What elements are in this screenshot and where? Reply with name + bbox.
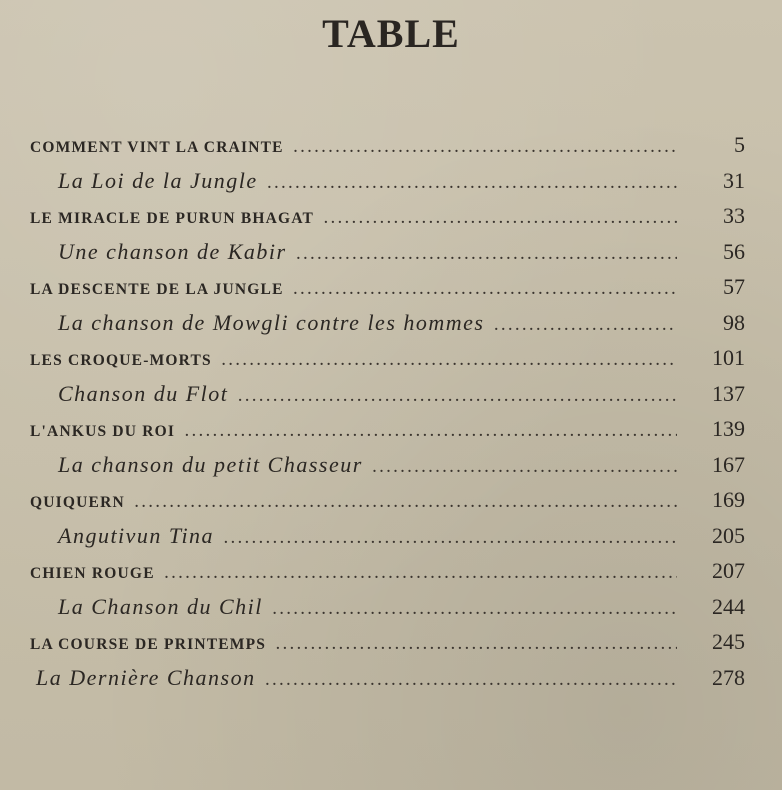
toc-entry-page: 244 — [712, 593, 745, 619]
toc-entry-label: La Loi de la Jungle — [58, 167, 258, 193]
toc-entry — [30, 132, 745, 168]
dot-leader — [294, 283, 677, 299]
toc-entry-page: 169 — [712, 487, 745, 512]
dot-leader — [165, 567, 677, 583]
toc-entry-label: La chanson du petit Chasseur — [58, 451, 363, 477]
dot-leader — [222, 354, 677, 370]
toc-entry-page: 101 — [712, 345, 745, 370]
toc-entry-label: QUIQUERN — [30, 494, 125, 511]
dot-leader — [268, 177, 677, 193]
toc-entry-label: Chanson du Flot — [58, 380, 229, 406]
toc-entry-label: L'ANKUS DU ROI — [30, 423, 176, 440]
toc-entry-page: 205 — [712, 522, 745, 548]
toc-entry-page: 57 — [723, 274, 745, 299]
toc-entry — [30, 558, 745, 594]
dot-leader — [185, 425, 677, 441]
toc-entry — [30, 487, 745, 523]
dot-leader — [373, 461, 677, 477]
toc-entry-page: 33 — [723, 203, 745, 228]
dot-leader — [297, 248, 677, 264]
toc-entry — [30, 168, 745, 204]
dot-leader — [276, 638, 677, 654]
dot-leader — [294, 141, 677, 157]
toc-entry — [30, 345, 745, 381]
toc-entry — [30, 594, 745, 630]
toc-entry-label: CHIEN ROUGE — [30, 565, 155, 582]
toc-entry — [30, 274, 745, 310]
toc-entry-page: 278 — [712, 664, 745, 690]
toc-entry-label: La Chanson du Chil — [58, 593, 263, 619]
toc-entry — [30, 416, 745, 452]
dot-leader — [266, 674, 677, 690]
toc-entry — [30, 523, 745, 559]
toc-entry-label: Une chanson de Kabir — [58, 238, 287, 264]
toc-entry — [30, 665, 745, 701]
dot-leader — [494, 319, 677, 335]
toc-entry-page: 5 — [734, 132, 745, 157]
toc-entry-label: LA COURSE DE PRINTEMPS — [30, 636, 267, 653]
dot-leader — [224, 532, 677, 548]
dot-leader — [324, 212, 677, 228]
toc-entry-page: 167 — [712, 451, 745, 477]
table-of-contents — [30, 132, 745, 700]
toc-entry-label: COMMENT VINT LA CRAINTE — [30, 139, 284, 156]
toc-entry-label: LES CROQUE-MORTS — [30, 352, 212, 369]
toc-entry — [30, 381, 745, 417]
toc-entry-page: 207 — [712, 558, 745, 583]
dot-leader — [238, 390, 677, 406]
toc-entry-page: 56 — [723, 238, 745, 264]
toc-entry — [30, 452, 745, 488]
toc-entry-label: La chanson de Mowgli contre les hommes — [58, 309, 485, 335]
page-title: TABLE — [322, 11, 460, 56]
toc-entry — [30, 310, 745, 346]
toc-entry-page: 98 — [723, 309, 745, 335]
toc-entry-label: La Dernière Chanson — [36, 664, 256, 690]
toc-entry-page: 245 — [712, 629, 745, 654]
toc-entry — [30, 203, 745, 239]
toc-entry-page: 139 — [712, 416, 745, 441]
toc-entry-page: 137 — [712, 380, 745, 406]
toc-entry-label: LA DESCENTE DE LA JUNGLE — [30, 281, 284, 298]
toc-entry-page: 31 — [723, 167, 745, 193]
dot-leader — [135, 496, 677, 512]
toc-entry — [30, 629, 745, 665]
dot-leader — [273, 603, 677, 619]
toc-entry-label: LE MIRACLE DE PURUN BHAGAT — [30, 210, 315, 227]
toc-entry-label: Angutivun Tina — [58, 522, 215, 548]
toc-entry — [30, 239, 745, 275]
